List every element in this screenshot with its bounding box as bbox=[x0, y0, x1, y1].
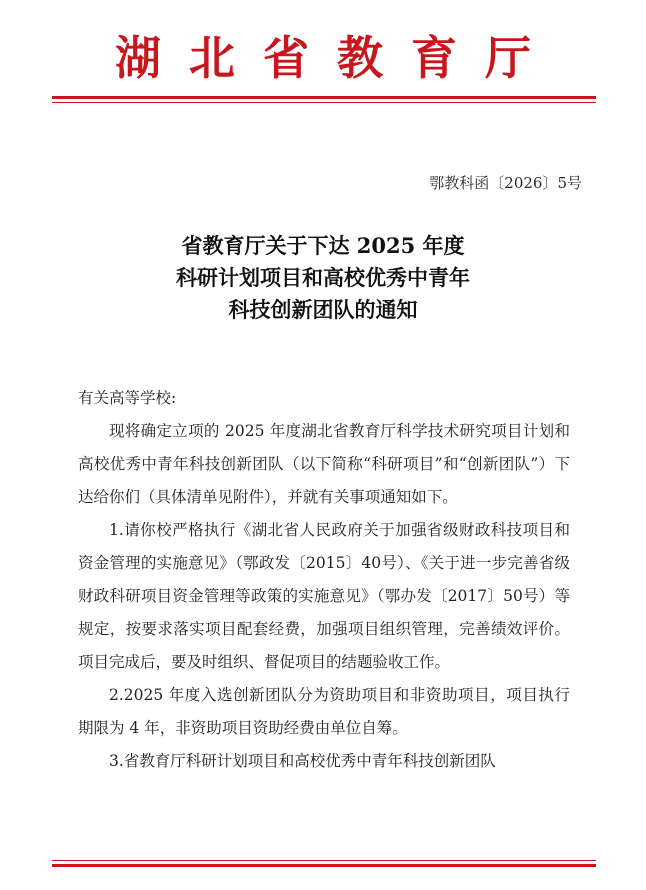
document-title bbox=[0, 230, 646, 326]
issuing-authority-header: 湖北省教育厅 bbox=[115, 31, 559, 85]
title-line: 省教育厅关于下达 2025 年度 bbox=[181, 233, 465, 258]
paragraph-intro: 现将确定立项的 2025 年度湖北省教育厅科学技术研究项目计划和高校优秀中青年科技创新团队（以下简称“科研项目”和“创新团队”）下达给你们（具体清单见附件），并就有关事项通知如下。 bbox=[78, 422, 570, 506]
paragraph-item-1: 1.请你校严格执行《湖北省人民政府关于加强省级财政科技项目和资金管理的实施意见》（鄂政发〔2015〕40号）、《关于进一步完善省级财政科研项目资金管理等政策的实施意见》（鄂办发〔2017〕50号）等规定，按要求落实项目配套经费，加强项目组织管理，完善绩效评价。项目完成后，要及时组织、督促项目的结题验收工作。 bbox=[78, 521, 570, 671]
title-line: 科研计划项目和高校优秀中青年 bbox=[176, 265, 470, 290]
footer-red-rule-bottom bbox=[52, 864, 596, 867]
header-red-rule-bottom bbox=[52, 102, 596, 103]
footer-red-rule-top bbox=[52, 860, 596, 861]
document-number: 鄂教科函〔2026〕5号 bbox=[429, 174, 582, 192]
header-red-rule-top bbox=[52, 96, 596, 99]
title-line: 科技创新团队的通知 bbox=[228, 297, 418, 322]
addressee: 有关高等学校: bbox=[78, 389, 177, 407]
paragraph-item-3: 3.省教育厅科研计划项目和高校优秀中青年科技创新团队 bbox=[109, 752, 496, 770]
paragraph-item-2: 2.2025 年度入选创新团队分为资助项目和非资助项目，项目执行期限为 4 年，非资助项目资助经费由单位自筹。 bbox=[78, 686, 570, 737]
document-body bbox=[78, 382, 570, 778]
